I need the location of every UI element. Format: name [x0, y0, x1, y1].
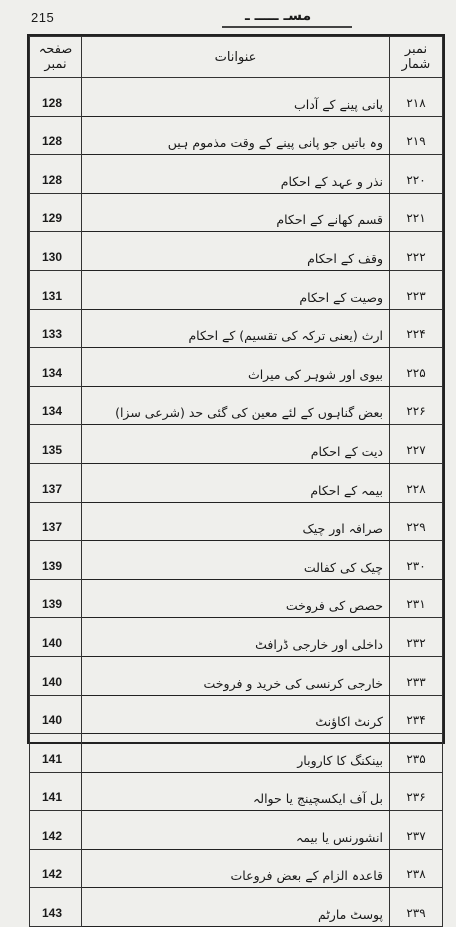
- row-serial-number: ۲۳۵: [390, 734, 443, 773]
- row-title-cell: [82, 656, 390, 695]
- row-page-number: 139: [30, 579, 82, 618]
- row-title: نذر و عہد کے احکام: [280, 173, 383, 189]
- table-row: [30, 888, 443, 927]
- row-serial-number: ۲۳۶: [390, 772, 443, 811]
- row-title: داخلی اور خارجی ڈرافٹ: [255, 636, 383, 652]
- row-page-number: 134: [30, 348, 82, 387]
- row-serial-number: ۲۳۲: [390, 618, 443, 657]
- row-page-number: 134: [30, 386, 82, 425]
- row-page-number: 139: [30, 541, 82, 580]
- row-serial-number: ۲۲۰: [390, 155, 443, 194]
- row-page-number: 143: [30, 888, 82, 927]
- row-title: پوسٹ مارٹم: [318, 907, 383, 923]
- running-header: مسـ ـــــ ـ: [245, 8, 312, 24]
- row-page-number: 128: [30, 116, 82, 155]
- table-row: [30, 734, 443, 773]
- row-title-cell: [82, 734, 390, 773]
- header-page: صفحہ نمبر: [30, 37, 82, 78]
- row-title: قاعدہ الزام کے بعض فروعات: [230, 868, 383, 884]
- row-title: وصیت کے احکام: [299, 289, 383, 305]
- row-title: بیوی اور شوہر کی میراث: [247, 366, 383, 382]
- row-title-cell: [82, 463, 390, 502]
- row-title: پانی پینے کے آداب: [293, 96, 383, 112]
- row-serial-number: ۲۲۵: [390, 348, 443, 387]
- row-serial-number: ۲۳۹: [390, 888, 443, 927]
- table-row: [30, 270, 443, 309]
- header-row: [30, 37, 443, 78]
- row-title-cell: [82, 309, 390, 348]
- row-page-number: 137: [30, 502, 82, 541]
- row-title-cell: [82, 618, 390, 657]
- row-title: وقف کے احکام: [307, 250, 383, 266]
- row-title-cell: [82, 232, 390, 271]
- row-serial-number: ۲۲۹: [390, 502, 443, 541]
- row-title: خارجی کرنسی کی خرید و فروخت: [203, 675, 383, 691]
- table-row: [30, 695, 443, 734]
- row-serial-number: ۲۳۳: [390, 656, 443, 695]
- row-title-cell: [82, 695, 390, 734]
- row-title: قسم کھانے کے احکام: [276, 212, 383, 228]
- row-serial-number: ۲۲۶: [390, 386, 443, 425]
- row-serial-number: ۲۳۱: [390, 579, 443, 618]
- row-page-number: 130: [30, 232, 82, 271]
- row-page-number: 133: [30, 309, 82, 348]
- row-title-cell: [82, 155, 390, 194]
- row-page-number: 142: [30, 811, 82, 850]
- table-row: [30, 656, 443, 695]
- row-page-number: 129: [30, 193, 82, 232]
- table-row: [30, 155, 443, 194]
- page-number: 215: [31, 10, 55, 25]
- row-title-cell: [82, 78, 390, 117]
- row-title-cell: [82, 270, 390, 309]
- row-title-cell: [82, 811, 390, 850]
- row-title-cell: [82, 849, 390, 888]
- row-page-number: 140: [30, 618, 82, 657]
- row-serial-number: ۲۲۲: [390, 232, 443, 271]
- contents-grid: [29, 36, 443, 927]
- row-serial-number: ۲۲۱: [390, 193, 443, 232]
- row-title-cell: [82, 888, 390, 927]
- row-title: حصص کی فروخت: [285, 598, 383, 614]
- row-title: دیت کے احکام: [310, 443, 383, 459]
- row-serial-number: ۲۲۳: [390, 270, 443, 309]
- row-page-number: 128: [30, 78, 82, 117]
- row-serial-number: ۲۳۴: [390, 695, 443, 734]
- table-row: [30, 425, 443, 464]
- table-row: [30, 541, 443, 580]
- row-title: کرنٹ اکاؤنٹ: [315, 714, 383, 730]
- table-row: [30, 116, 443, 155]
- row-title: صرافہ اور چیک: [302, 521, 383, 537]
- row-page-number: 140: [30, 656, 82, 695]
- row-serial-number: ۲۱۹: [390, 116, 443, 155]
- header-rule: [222, 26, 352, 28]
- row-title-cell: [82, 425, 390, 464]
- row-title: ارث (یعنی ترکہ کی تقسیم) کے احکام: [188, 328, 383, 344]
- row-page-number: 137: [30, 463, 82, 502]
- row-title-cell: [82, 579, 390, 618]
- row-title: بعض گناہوں کے لئے معین کی گئی حد (شرعی سزا): [115, 405, 383, 421]
- table-row: [30, 309, 443, 348]
- row-title: بیمہ کے احکام: [310, 482, 383, 498]
- contents-table: [27, 34, 445, 923]
- row-title: بینکنگ کا کاروبار: [297, 752, 383, 768]
- row-serial-number: ۲۲۴: [390, 309, 443, 348]
- header-number: نمبر شمار: [390, 37, 443, 78]
- row-title-cell: [82, 116, 390, 155]
- row-title-cell: [82, 193, 390, 232]
- row-page-number: 141: [30, 772, 82, 811]
- row-serial-number: ۲۳۰: [390, 541, 443, 580]
- row-title: انشورنس یا بیمہ: [295, 829, 383, 845]
- table-row: [30, 849, 443, 888]
- row-title: بل آف ایکسچینج یا حوالہ: [252, 791, 383, 807]
- row-serial-number: ۲۲۷: [390, 425, 443, 464]
- table-row: [30, 772, 443, 811]
- row-page-number: 142: [30, 849, 82, 888]
- row-page-number: 141: [30, 734, 82, 773]
- row-title-cell: [82, 502, 390, 541]
- table-row: [30, 232, 443, 271]
- table-row: [30, 811, 443, 850]
- row-serial-number: ۲۱۸: [390, 78, 443, 117]
- table-row: [30, 193, 443, 232]
- row-page-number: 140: [30, 695, 82, 734]
- row-serial-number: ۲۲۸: [390, 463, 443, 502]
- row-title: وہ باتیں جو پانی پینے کے وقت مذموم ہیں: [167, 135, 383, 151]
- row-title-cell: [82, 541, 390, 580]
- row-title-cell: [82, 386, 390, 425]
- table-row: [30, 618, 443, 657]
- row-page-number: 135: [30, 425, 82, 464]
- header-title: عنوانات: [82, 37, 390, 78]
- table-row: [30, 348, 443, 387]
- row-title-cell: [82, 772, 390, 811]
- row-page-number: 128: [30, 155, 82, 194]
- table-row: [30, 579, 443, 618]
- table-row: [30, 502, 443, 541]
- row-title: چیک کی کفالت: [303, 559, 383, 575]
- row-serial-number: ۲۳۸: [390, 849, 443, 888]
- table-row: [30, 463, 443, 502]
- row-title-cell: [82, 348, 390, 387]
- row-serial-number: ۲۳۷: [390, 811, 443, 850]
- table-row: [30, 78, 443, 117]
- table-row: [30, 386, 443, 425]
- row-page-number: 131: [30, 270, 82, 309]
